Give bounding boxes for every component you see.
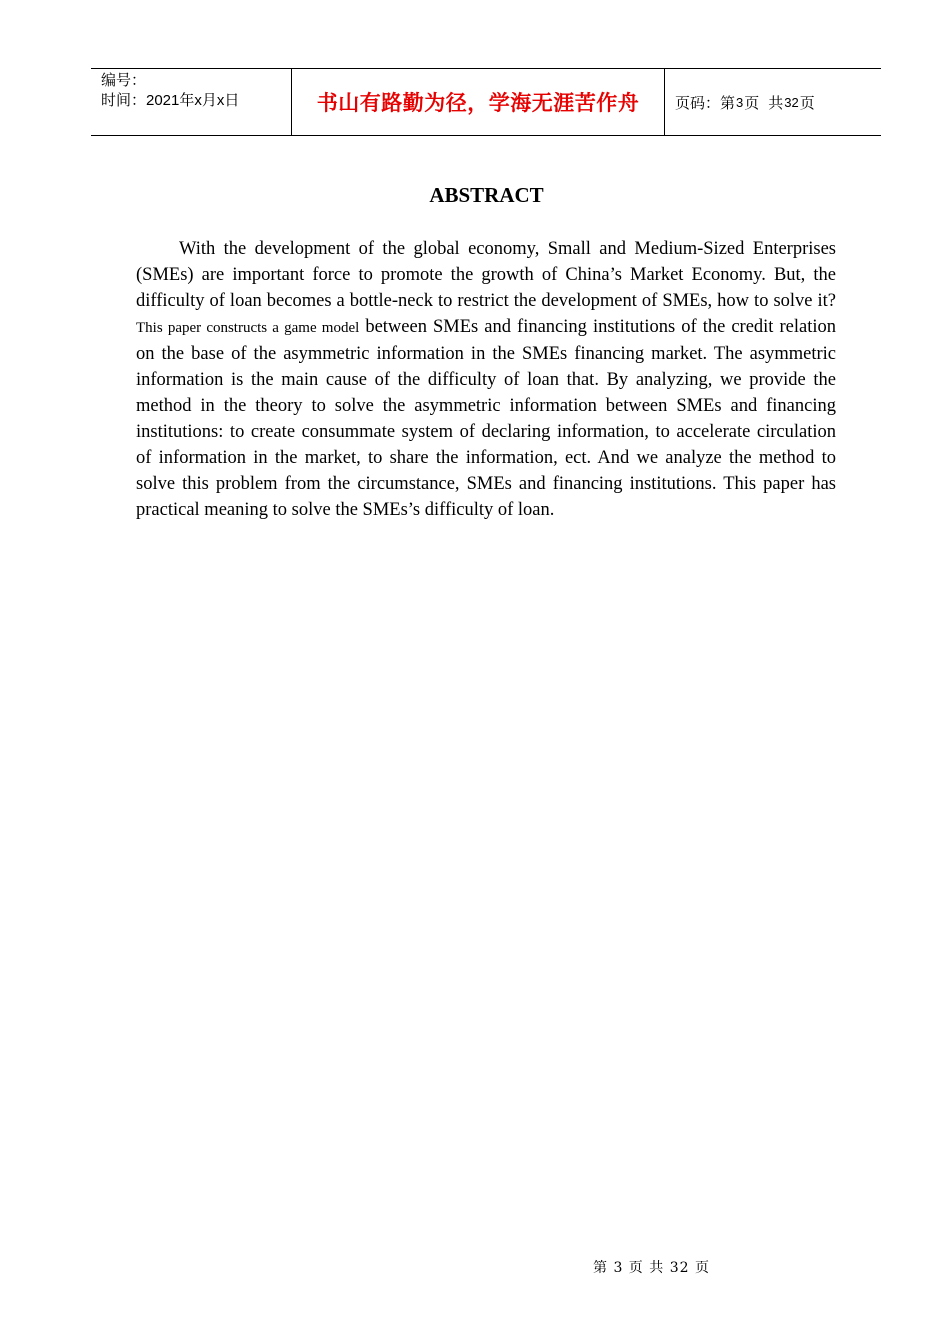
abstract-text-part3: between SMEs and financing institutions of the credit relation on the base of the asymmetric information in the SMEs financing market. The asymmetric information is the main cause of the difficulty of loan that. By analyzing, we provide the method in the theory to solve the asymmetric information between SMEs and financing institutions: to create consummate system of declaring information, to accelerate circulation of information in the market, to share the information, ect. And we analyze the method to solve this problem from the circumstance, SMEs and financing institutions. This paper has practical meaning to solve the SMEs’s difficulty of loan.: [136, 317, 836, 520]
header-page-cell: [665, 69, 881, 135]
total-suffix: 页: [799, 94, 815, 112]
page-footer: 第 3 页 共 32 页: [593, 1260, 710, 1276]
serial-number-label: 编号：: [101, 72, 147, 89]
header-meta-cell: [91, 69, 292, 135]
page-header: [91, 68, 881, 136]
page-mid: 页: [744, 94, 760, 112]
page-prefix: 页码：第: [675, 94, 736, 112]
page-current: 3: [736, 94, 744, 110]
abstract-text-part1: With the development of the global economy, Small and Medium-Sized Enterprises (SMEs) are important force to promote the growth of China’s Market Economy. But, the difficulty of loan becomes a bottle-neck to restrict the development of SMEs, how to solve it?: [136, 239, 836, 311]
motto-text: 书山有路勤为径，学海无涯苦作舟: [316, 91, 640, 115]
header-motto-cell: [292, 69, 665, 135]
page-total: 32: [784, 94, 799, 110]
total-prefix: 共: [768, 94, 784, 112]
abstract-title: ABSTRACT: [429, 183, 544, 207]
date-label: 时间：2021年x月x日: [101, 92, 240, 109]
abstract-text-part2: This paper constructs a game model: [136, 320, 360, 336]
abstract-body: [136, 236, 836, 523]
